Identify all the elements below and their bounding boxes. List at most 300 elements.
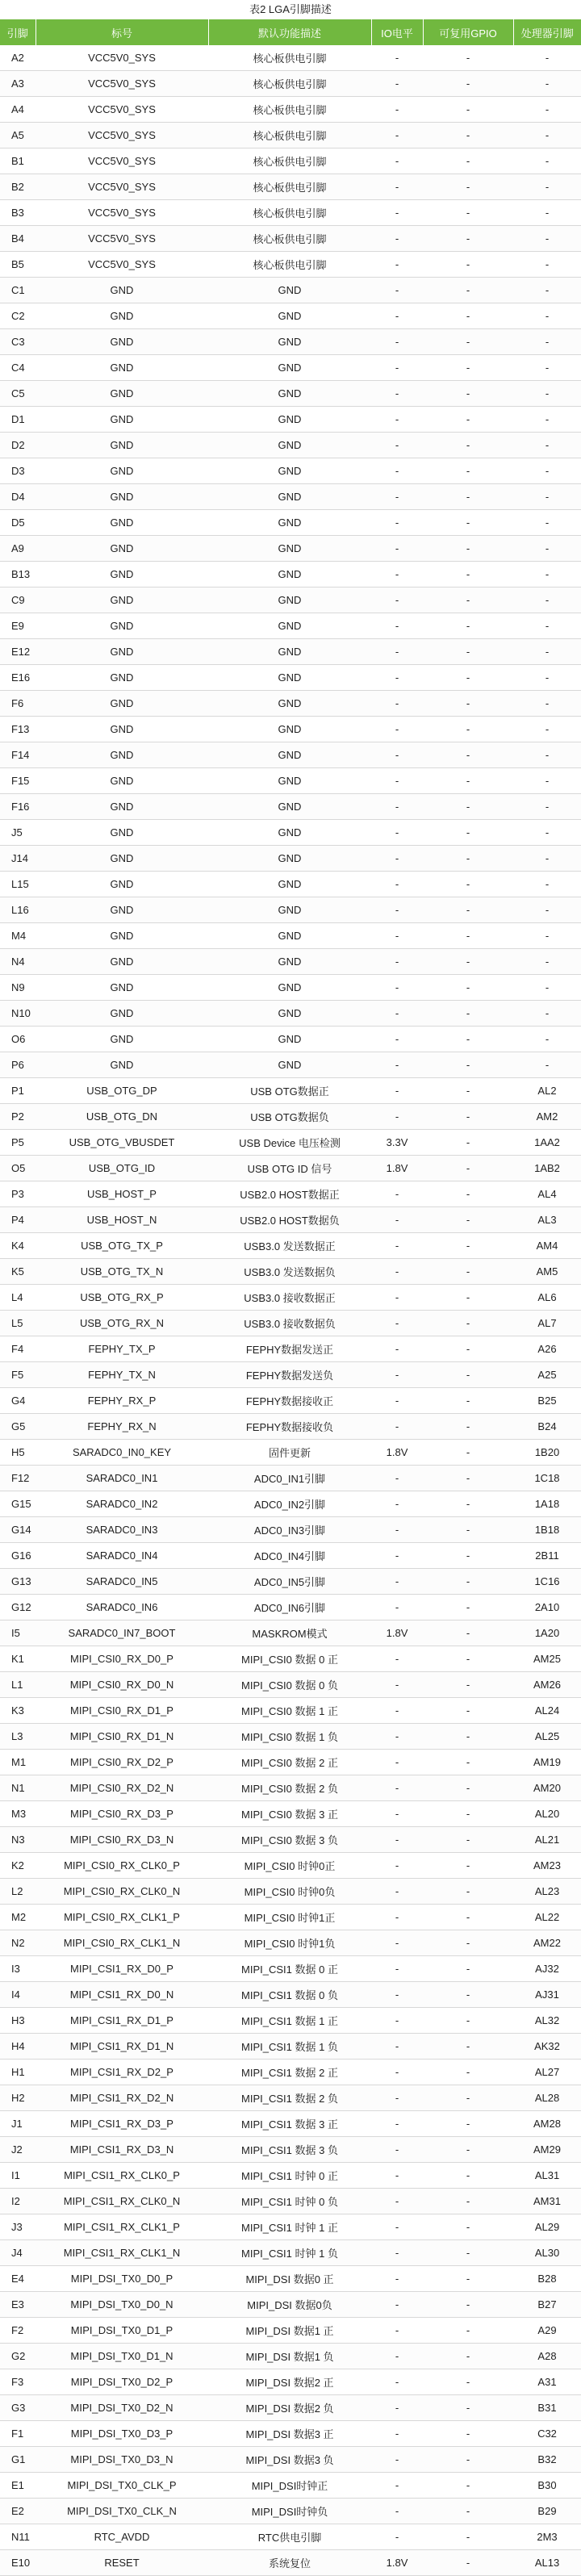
gpio-cell: -	[423, 1569, 513, 1595]
gpio-cell: -	[423, 1827, 513, 1853]
io-level-cell: -	[371, 2189, 423, 2214]
function-cell: GND	[208, 381, 371, 407]
gpio-cell: -	[423, 872, 513, 897]
io-level-cell: -	[371, 1233, 423, 1259]
table-row	[0, 1595, 581, 1620]
label-cell: GND	[36, 923, 208, 949]
gpio-cell: -	[423, 768, 513, 794]
gpio-cell: -	[423, 1930, 513, 1956]
label-cell: MIPI_DSI_TX0_D1_P	[36, 2318, 208, 2344]
pin-cell: O6	[0, 1027, 36, 1052]
table-row	[0, 639, 581, 665]
pin-cell: A3	[0, 71, 36, 97]
io-level-cell: -	[371, 484, 423, 510]
label-cell: GND	[36, 381, 208, 407]
cpu-pin-cell: AL6	[513, 1285, 581, 1311]
table-row	[0, 2421, 581, 2447]
cpu-pin-cell: -	[513, 1001, 581, 1027]
pin-cell: I5	[0, 1620, 36, 1646]
pin-cell: G3	[0, 2395, 36, 2421]
io-level-cell: -	[371, 1517, 423, 1543]
label-cell: USB_OTG_TX_P	[36, 1233, 208, 1259]
io-level-cell: -	[371, 2292, 423, 2318]
pin-cell: E16	[0, 665, 36, 691]
label-cell: VCC5V0_SYS	[36, 123, 208, 148]
io-level-cell: -	[371, 2034, 423, 2060]
header-io-level: IO电平	[371, 19, 423, 45]
cpu-pin-cell: AM5	[513, 1259, 581, 1285]
function-cell: MIPI_CSI0 数据 3 正	[208, 1801, 371, 1827]
cpu-pin-cell: -	[513, 949, 581, 975]
cpu-pin-cell: -	[513, 484, 581, 510]
cpu-pin-cell: 1B20	[513, 1440, 581, 1466]
cpu-pin-cell: AL27	[513, 2060, 581, 2085]
gpio-cell: -	[423, 717, 513, 742]
io-level-cell: -	[371, 2499, 423, 2524]
gpio-cell: -	[423, 200, 513, 226]
function-cell: GND	[208, 433, 371, 458]
pin-cell: G4	[0, 1388, 36, 1414]
pin-cell: G12	[0, 1595, 36, 1620]
gpio-cell: -	[423, 1052, 513, 1078]
gpio-cell: -	[423, 588, 513, 613]
label-cell: USB_OTG_TX_N	[36, 1259, 208, 1285]
function-cell: MIPI_CSI1 数据 3 正	[208, 2111, 371, 2137]
pin-cell: A4	[0, 97, 36, 123]
function-cell: ADC0_IN2引脚	[208, 1491, 371, 1517]
function-cell: MIPI_CSI0 数据 3 负	[208, 1827, 371, 1853]
cpu-pin-cell: AM28	[513, 2111, 581, 2137]
io-level-cell: -	[371, 665, 423, 691]
io-level-cell: -	[371, 2473, 423, 2499]
table-row	[0, 2524, 581, 2550]
gpio-cell: -	[423, 1362, 513, 1388]
gpio-cell: -	[423, 484, 513, 510]
pin-cell: J2	[0, 2137, 36, 2163]
label-cell: GND	[36, 588, 208, 613]
gpio-cell: -	[423, 691, 513, 717]
label-cell: MIPI_CSI0_RX_CLK0_N	[36, 1879, 208, 1905]
label-cell: GND	[36, 329, 208, 355]
io-level-cell: -	[371, 794, 423, 820]
cpu-pin-cell: -	[513, 407, 581, 433]
cpu-pin-cell: AL24	[513, 1698, 581, 1724]
io-level-cell: -	[371, 355, 423, 381]
function-cell: GND	[208, 975, 371, 1001]
label-cell: MIPI_CSI0_RX_D0_P	[36, 1646, 208, 1672]
gpio-cell: -	[423, 2473, 513, 2499]
gpio-cell: -	[423, 381, 513, 407]
cpu-pin-cell: -	[513, 123, 581, 148]
gpio-cell: -	[423, 252, 513, 278]
gpio-cell: -	[423, 742, 513, 768]
cpu-pin-cell: AL23	[513, 1879, 581, 1905]
table-row	[0, 329, 581, 355]
pin-cell: F15	[0, 768, 36, 794]
function-cell: USB OTG ID 信号	[208, 1156, 371, 1181]
gpio-cell: -	[423, 2034, 513, 2060]
gpio-cell: -	[423, 536, 513, 562]
cpu-pin-cell: -	[513, 174, 581, 200]
label-cell: GND	[36, 665, 208, 691]
label-cell: MIPI_DSI_TX0_D3_P	[36, 2421, 208, 2447]
label-cell: VCC5V0_SYS	[36, 174, 208, 200]
table-row	[0, 2240, 581, 2266]
pin-cell: I4	[0, 1982, 36, 2008]
cpu-pin-cell: -	[513, 200, 581, 226]
label-cell: USB_OTG_DN	[36, 1104, 208, 1130]
io-level-cell: -	[371, 2266, 423, 2292]
pin-cell: O5	[0, 1156, 36, 1181]
io-level-cell: -	[371, 252, 423, 278]
function-cell: USB Device 电压检测	[208, 1130, 371, 1156]
table-row	[0, 174, 581, 200]
table-header-row	[0, 19, 581, 45]
gpio-cell: -	[423, 1491, 513, 1517]
io-level-cell: 1.8V	[371, 2550, 423, 2576]
pin-cell: D4	[0, 484, 36, 510]
gpio-cell: -	[423, 226, 513, 252]
io-level-cell: -	[371, 536, 423, 562]
cpu-pin-cell: AK32	[513, 2034, 581, 2060]
function-cell: GND	[208, 588, 371, 613]
pin-cell: F2	[0, 2318, 36, 2344]
gpio-cell: -	[423, 2137, 513, 2163]
cpu-pin-cell: AL32	[513, 2008, 581, 2034]
label-cell: MIPI_CSI0_RX_CLK1_N	[36, 1930, 208, 1956]
io-level-cell: -	[371, 1466, 423, 1491]
gpio-cell: -	[423, 1336, 513, 1362]
cpu-pin-cell: -	[513, 794, 581, 820]
table-row	[0, 123, 581, 148]
label-cell: SARADC0_IN6	[36, 1595, 208, 1620]
label-cell: FEPHY_TX_N	[36, 1362, 208, 1388]
cpu-pin-cell: AL31	[513, 2163, 581, 2189]
gpio-cell: -	[423, 1233, 513, 1259]
io-level-cell: -	[371, 2085, 423, 2111]
pin-cell: H1	[0, 2060, 36, 2085]
cpu-pin-cell: -	[513, 252, 581, 278]
cpu-pin-cell: -	[513, 897, 581, 923]
table-row	[0, 252, 581, 278]
pin-cell: H2	[0, 2085, 36, 2111]
gpio-cell: -	[423, 820, 513, 846]
gpio-cell: -	[423, 97, 513, 123]
cpu-pin-cell: B24	[513, 1414, 581, 1440]
function-cell: ADC0_IN5引脚	[208, 1569, 371, 1595]
function-cell: FEPHY数据发送负	[208, 1362, 371, 1388]
table-row	[0, 2447, 581, 2473]
io-level-cell: -	[371, 1104, 423, 1130]
pin-cell: N10	[0, 1001, 36, 1027]
cpu-pin-cell: -	[513, 381, 581, 407]
cpu-pin-cell: -	[513, 665, 581, 691]
label-cell: MIPI_CSI0_RX_D0_N	[36, 1672, 208, 1698]
function-cell: MIPI_CSI1 数据 3 负	[208, 2137, 371, 2163]
cpu-pin-cell: -	[513, 588, 581, 613]
function-cell: GND	[208, 846, 371, 872]
label-cell: MIPI_CSI1_RX_D3_N	[36, 2137, 208, 2163]
cpu-pin-cell: 1B18	[513, 1517, 581, 1543]
pin-cell: P1	[0, 1078, 36, 1104]
cpu-pin-cell: AM19	[513, 1750, 581, 1775]
table-row	[0, 2473, 581, 2499]
function-cell: MIPI_CSI1 时钟 0 负	[208, 2189, 371, 2214]
function-cell: GND	[208, 872, 371, 897]
label-cell: FEPHY_RX_P	[36, 1388, 208, 1414]
cpu-pin-cell: -	[513, 691, 581, 717]
table-row	[0, 1181, 581, 1207]
table-row	[0, 1569, 581, 1595]
io-level-cell: -	[371, 226, 423, 252]
function-cell: MIPI_CSI0 数据 0 正	[208, 1646, 371, 1672]
gpio-cell: -	[423, 329, 513, 355]
io-level-cell: 1.8V	[371, 1156, 423, 1181]
function-cell: MIPI_DSI 数据1 正	[208, 2318, 371, 2344]
function-cell: MIPI_DSI 数据3 负	[208, 2447, 371, 2473]
pin-cell: N4	[0, 949, 36, 975]
gpio-cell: -	[423, 949, 513, 975]
gpio-cell: -	[423, 1311, 513, 1336]
cpu-pin-cell: -	[513, 1027, 581, 1052]
cpu-pin-cell: -	[513, 329, 581, 355]
pin-cell: D2	[0, 433, 36, 458]
gpio-cell: -	[423, 355, 513, 381]
table-row	[0, 2369, 581, 2395]
function-cell: GND	[208, 1027, 371, 1052]
function-cell: MIPI_CSI1 数据 2 负	[208, 2085, 371, 2111]
function-cell: GND	[208, 768, 371, 794]
io-level-cell: -	[371, 897, 423, 923]
pin-cell: E3	[0, 2292, 36, 2318]
function-cell: GND	[208, 278, 371, 303]
table-row	[0, 794, 581, 820]
gpio-cell: -	[423, 1801, 513, 1827]
pin-cell: F16	[0, 794, 36, 820]
gpio-cell: -	[423, 1750, 513, 1775]
cpu-pin-cell: AL2	[513, 1078, 581, 1104]
label-cell: SARADC0_IN2	[36, 1491, 208, 1517]
io-level-cell: -	[371, 1646, 423, 1672]
function-cell: FEPHY数据接收负	[208, 1414, 371, 1440]
label-cell: MIPI_CSI1_RX_D2_N	[36, 2085, 208, 2111]
cpu-pin-cell: B30	[513, 2473, 581, 2499]
function-cell: MIPI_CSI0 数据 1 负	[208, 1724, 371, 1750]
function-cell: MIPI_CSI1 数据 2 正	[208, 2060, 371, 2085]
label-cell: VCC5V0_SYS	[36, 226, 208, 252]
function-cell: MIPI_DSI 数据1 负	[208, 2344, 371, 2369]
io-level-cell: -	[371, 846, 423, 872]
pin-cell: G2	[0, 2344, 36, 2369]
label-cell: VCC5V0_SYS	[36, 252, 208, 278]
function-cell: USB2.0 HOST数据负	[208, 1207, 371, 1233]
cpu-pin-cell: 1AA2	[513, 1130, 581, 1156]
gpio-cell: -	[423, 148, 513, 174]
gpio-cell: -	[423, 123, 513, 148]
table-row	[0, 923, 581, 949]
function-cell: 核心板供电引脚	[208, 252, 371, 278]
function-cell: USB2.0 HOST数据正	[208, 1181, 371, 1207]
function-cell: GND	[208, 1052, 371, 1078]
gpio-cell: -	[423, 1517, 513, 1543]
pin-cell: E9	[0, 613, 36, 639]
pin-cell: M2	[0, 1905, 36, 1930]
label-cell: RESET	[36, 2550, 208, 2576]
label-cell: MIPI_DSI_TX0_CLK_N	[36, 2499, 208, 2524]
function-cell: USB3.0 接收数据负	[208, 1311, 371, 1336]
pin-cell: C9	[0, 588, 36, 613]
table-row	[0, 1543, 581, 1569]
pin-cell: P4	[0, 1207, 36, 1233]
label-cell: MIPI_CSI0_RX_D2_N	[36, 1775, 208, 1801]
io-level-cell: -	[371, 303, 423, 329]
label-cell: MIPI_CSI1_RX_D0_N	[36, 1982, 208, 2008]
pin-cell: J1	[0, 2111, 36, 2137]
label-cell: MIPI_DSI_TX0_D2_P	[36, 2369, 208, 2395]
table-row	[0, 820, 581, 846]
function-cell: USB OTG数据正	[208, 1078, 371, 1104]
gpio-cell: -	[423, 1646, 513, 1672]
function-cell: GND	[208, 484, 371, 510]
pin-cell: K3	[0, 1698, 36, 1724]
cpu-pin-cell: AM26	[513, 1672, 581, 1698]
label-cell: MIPI_DSI_TX0_D2_N	[36, 2395, 208, 2421]
table-row	[0, 588, 581, 613]
io-level-cell: -	[371, 2421, 423, 2447]
table-row	[0, 510, 581, 536]
label-cell: USB_HOST_P	[36, 1181, 208, 1207]
gpio-cell: -	[423, 1181, 513, 1207]
gpio-cell: -	[423, 923, 513, 949]
cpu-pin-cell: -	[513, 536, 581, 562]
io-level-cell: -	[371, 71, 423, 97]
io-level-cell: -	[371, 433, 423, 458]
label-cell: MIPI_DSI_TX0_D0_N	[36, 2292, 208, 2318]
pin-cell: E2	[0, 2499, 36, 2524]
pin-cell: N2	[0, 1930, 36, 1956]
io-level-cell: 1.8V	[371, 1440, 423, 1466]
label-cell: GND	[36, 303, 208, 329]
io-level-cell: -	[371, 174, 423, 200]
label-cell: MIPI_CSI1_RX_D1_P	[36, 2008, 208, 2034]
pin-cell: A2	[0, 45, 36, 71]
gpio-cell: -	[423, 1620, 513, 1646]
label-cell: SARADC0_IN5	[36, 1569, 208, 1595]
label-cell: MIPI_CSI1_RX_D0_P	[36, 1956, 208, 1982]
table-row	[0, 1775, 581, 1801]
table-row	[0, 897, 581, 923]
pin-cell: D1	[0, 407, 36, 433]
label-cell: GND	[36, 717, 208, 742]
io-level-cell: -	[371, 1001, 423, 1027]
pin-cell: B13	[0, 562, 36, 588]
io-level-cell: -	[371, 2060, 423, 2085]
table-row	[0, 536, 581, 562]
label-cell: GND	[36, 639, 208, 665]
io-level-cell: -	[371, 1259, 423, 1285]
table-row	[0, 2111, 581, 2137]
io-level-cell: -	[371, 2008, 423, 2034]
label-cell: MIPI_CSI1_RX_CLK0_N	[36, 2189, 208, 2214]
pin-cell: F4	[0, 1336, 36, 1362]
cpu-pin-cell: -	[513, 717, 581, 742]
table-row	[0, 1233, 581, 1259]
pin-cell: I3	[0, 1956, 36, 1982]
label-cell: FEPHY_RX_N	[36, 1414, 208, 1440]
pin-cell: F3	[0, 2369, 36, 2395]
gpio-cell: -	[423, 2421, 513, 2447]
function-cell: GND	[208, 923, 371, 949]
label-cell: USB_OTG_DP	[36, 1078, 208, 1104]
gpio-cell: -	[423, 639, 513, 665]
label-cell: USB_HOST_N	[36, 1207, 208, 1233]
cpu-pin-cell: -	[513, 768, 581, 794]
gpio-cell: -	[423, 2189, 513, 2214]
pin-cell: F1	[0, 2421, 36, 2447]
label-cell: GND	[36, 536, 208, 562]
pin-cell: C4	[0, 355, 36, 381]
function-cell: MIPI_DSI 数据0 正	[208, 2266, 371, 2292]
function-cell: GND	[208, 562, 371, 588]
table-row	[0, 1646, 581, 1672]
io-level-cell: -	[371, 1672, 423, 1698]
function-cell: MIPI_CSI0 数据 2 负	[208, 1775, 371, 1801]
function-cell: ADC0_IN1引脚	[208, 1466, 371, 1491]
pin-cell: D3	[0, 458, 36, 484]
function-cell: 核心板供电引脚	[208, 123, 371, 148]
label-cell: GND	[36, 278, 208, 303]
pin-cell: L15	[0, 872, 36, 897]
pin-cell: A5	[0, 123, 36, 148]
table-row	[0, 2266, 581, 2292]
label-cell: GND	[36, 1027, 208, 1052]
table-row	[0, 1956, 581, 1982]
cpu-pin-cell: AM31	[513, 2189, 581, 2214]
function-cell: 核心板供电引脚	[208, 226, 371, 252]
table-row	[0, 2008, 581, 2034]
cpu-pin-cell: AM20	[513, 1775, 581, 1801]
gpio-cell: -	[423, 794, 513, 820]
io-level-cell: -	[371, 820, 423, 846]
table-row	[0, 2395, 581, 2421]
io-level-cell: -	[371, 1827, 423, 1853]
cpu-pin-cell: B32	[513, 2447, 581, 2473]
function-cell: 固件更新	[208, 1440, 371, 1466]
table-row	[0, 1130, 581, 1156]
pin-cell: C5	[0, 381, 36, 407]
pin-cell: J5	[0, 820, 36, 846]
cpu-pin-cell: -	[513, 355, 581, 381]
io-level-cell: -	[371, 1724, 423, 1750]
function-cell: GND	[208, 639, 371, 665]
label-cell: MIPI_CSI0_RX_CLK1_P	[36, 1905, 208, 1930]
function-cell: MIPI_CSI1 时钟 0 正	[208, 2163, 371, 2189]
function-cell: MIPI_DSI 数据3 正	[208, 2421, 371, 2447]
gpio-cell: -	[423, 71, 513, 97]
function-cell: MIPI_CSI0 数据 0 负	[208, 1672, 371, 1698]
pin-cell: F6	[0, 691, 36, 717]
gpio-cell: -	[423, 303, 513, 329]
header-pin: 引脚	[0, 19, 36, 45]
io-level-cell: -	[371, 1595, 423, 1620]
pin-cell: E10	[0, 2550, 36, 2576]
pin-cell: L2	[0, 1879, 36, 1905]
label-cell: VCC5V0_SYS	[36, 45, 208, 71]
gpio-cell: -	[423, 2550, 513, 2576]
label-cell: MIPI_CSI1_RX_D3_P	[36, 2111, 208, 2137]
table-row	[0, 2214, 581, 2240]
label-cell: GND	[36, 407, 208, 433]
